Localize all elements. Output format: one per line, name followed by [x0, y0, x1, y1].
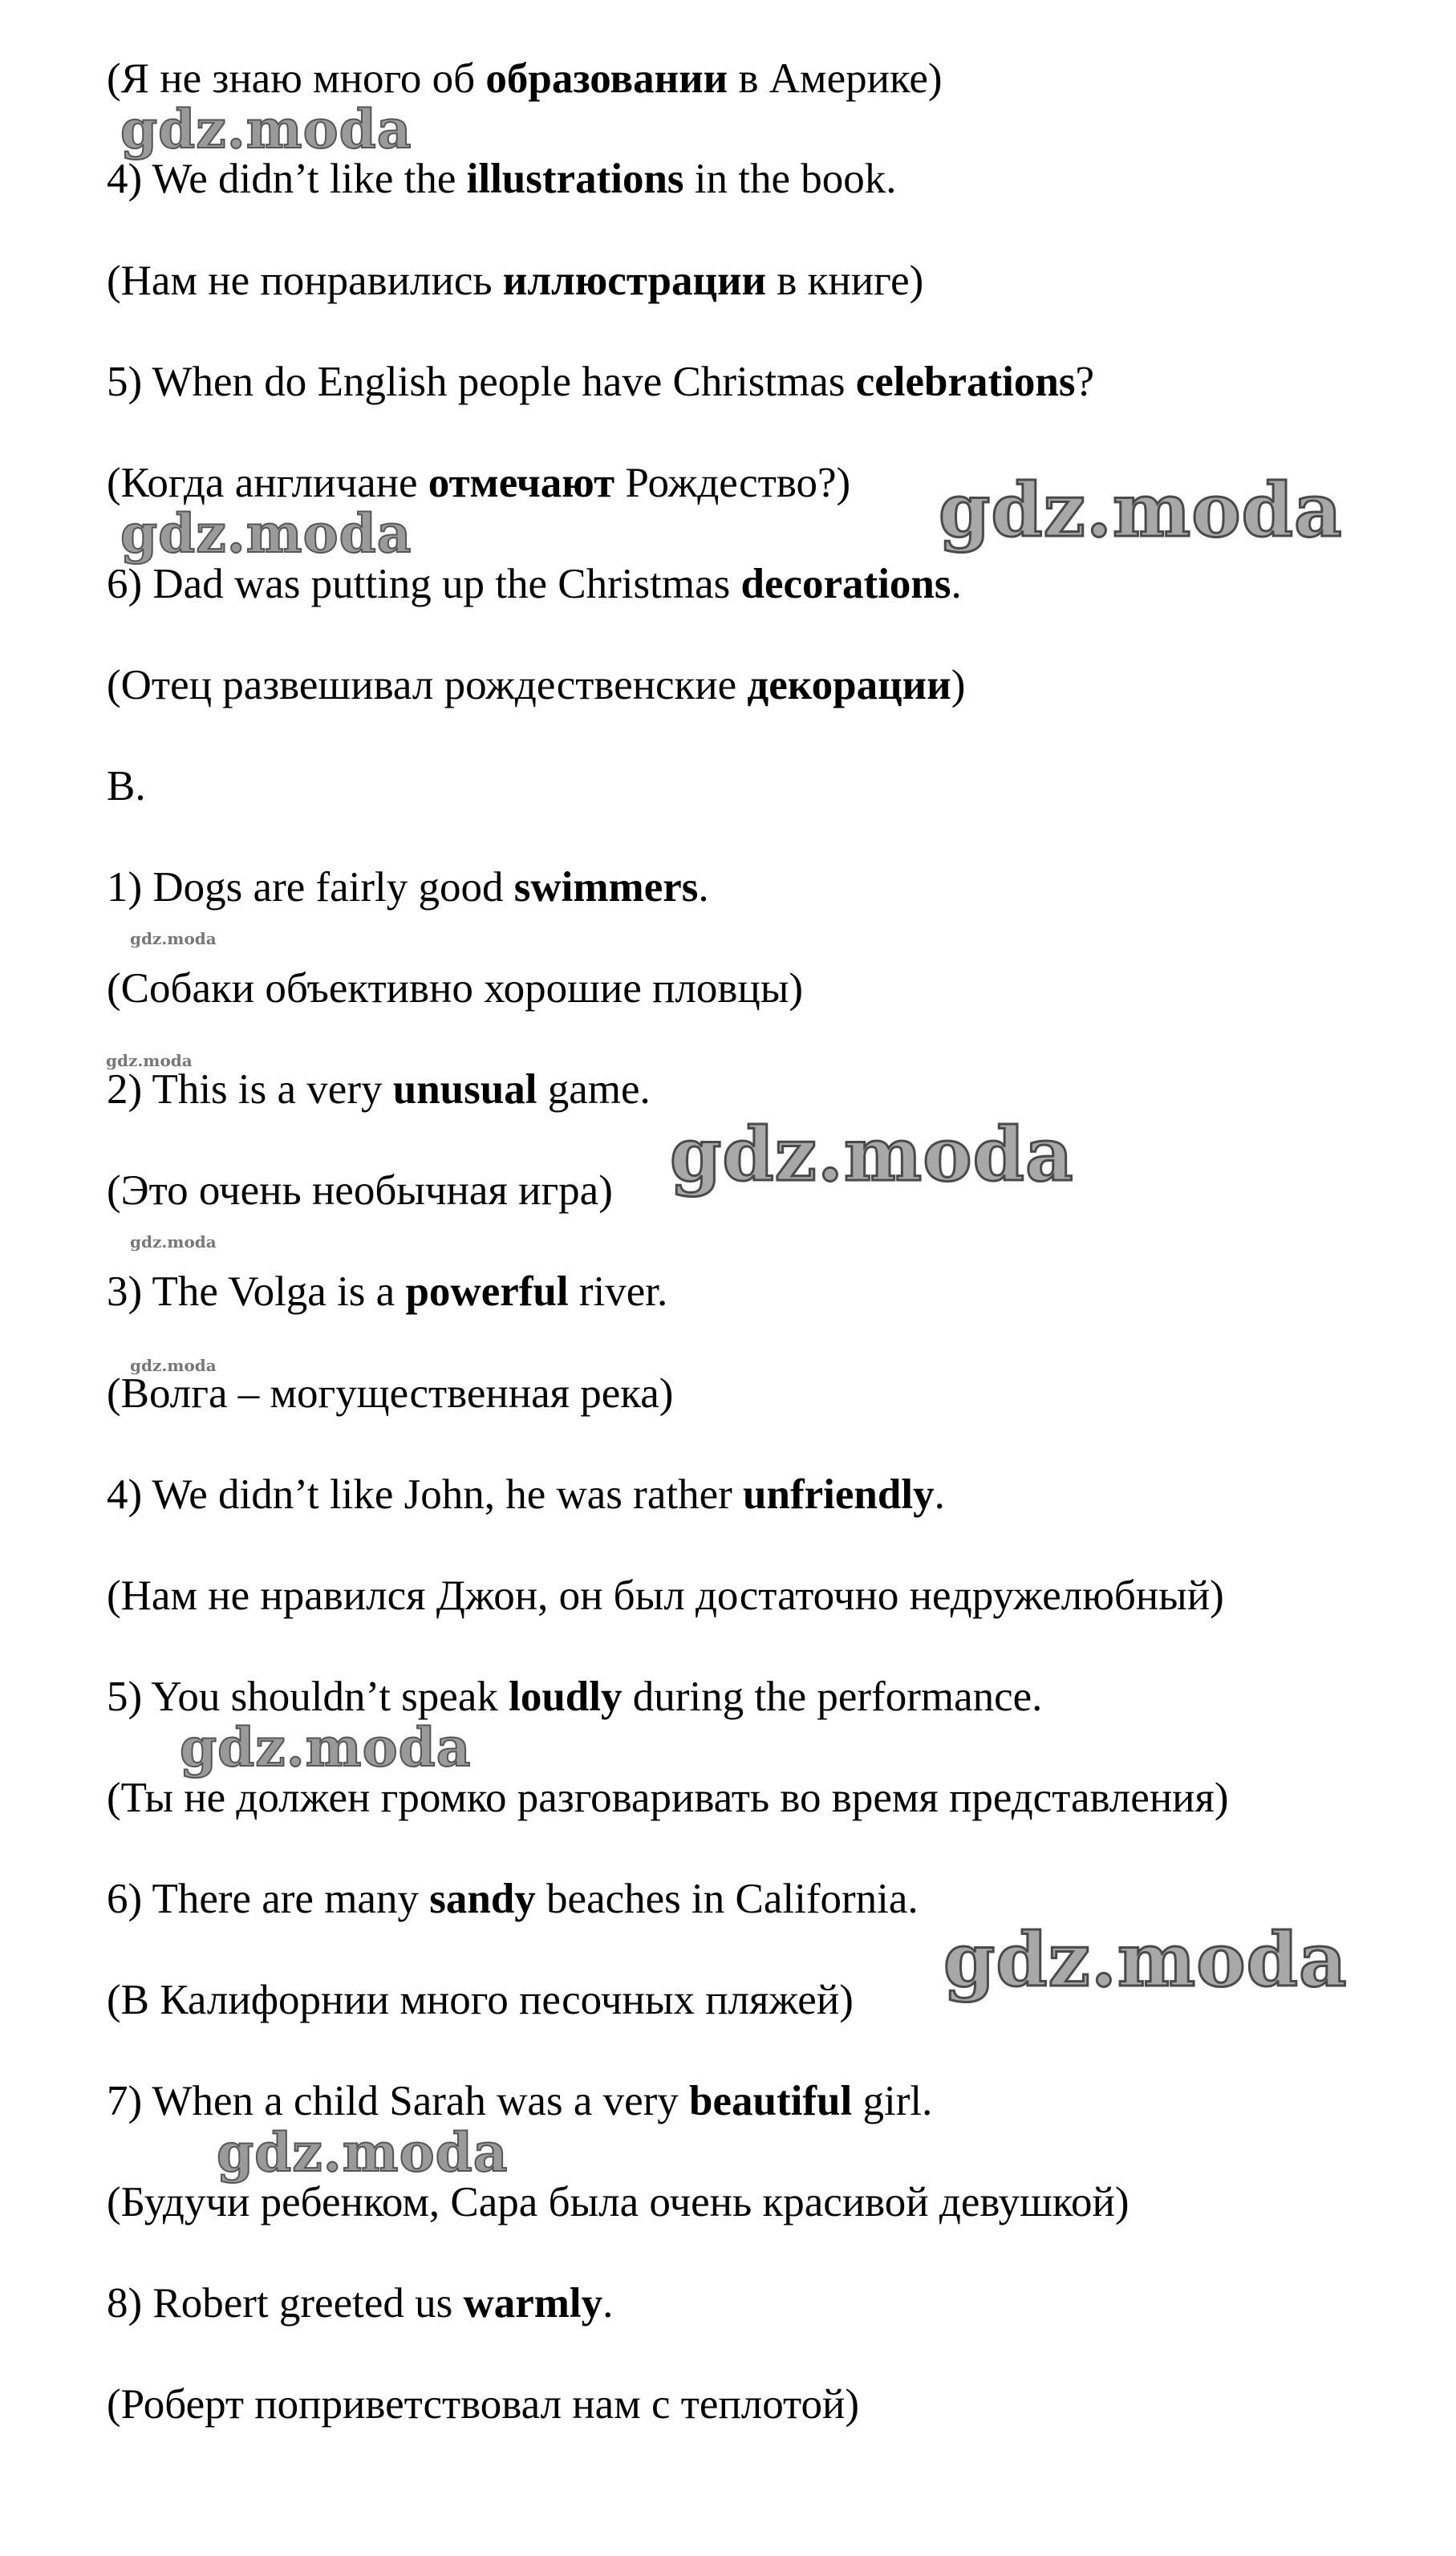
- text-line-22: (Будучи ребенком, Сара была очень красивой девушкой): [107, 2179, 1130, 2225]
- watermark-logo: gdz.moda: [217, 2121, 509, 2184]
- text-line-16: (Нам не нравился Джон, он был достаточно недружелюбный): [107, 1572, 1224, 1619]
- watermark-logo: gdz.moda: [180, 1716, 472, 1779]
- text-line-24: (Роберт поприветствовал нам с теплотой): [107, 2381, 860, 2428]
- text-line-10: (Собаки объективно хорошие пловцы): [107, 965, 804, 1012]
- text-line-6: 6) Dad was putting up the Christmas decorations.: [107, 561, 962, 607]
- section-heading-b: B.: [107, 763, 146, 809]
- watermark-logo: gdz.moda: [106, 1051, 193, 1070]
- watermark-logo: gdz.moda: [120, 502, 412, 565]
- text-line-7: (Отец развешивал рождественские декорации): [107, 662, 966, 708]
- watermark-logo: gdz.moda: [670, 1111, 1074, 1198]
- text-line-19: 6) There are many sandy beaches in California.: [107, 1876, 919, 1922]
- watermark-logo: gdz.moda: [120, 98, 412, 160]
- text-line-4: 5) When do English people have Christmas celebrations?: [107, 359, 1095, 405]
- watermark-logo: gdz.moda: [943, 1917, 1348, 2003]
- text-line-1: (Я не знаю много об образовании в Америке): [107, 55, 943, 102]
- text-line-3: (Нам не понравились иллюстрации в книге): [107, 258, 924, 304]
- text-line-23: 8) Robert greeted us warmly.: [107, 2280, 614, 2327]
- watermark-logo: gdz.moda: [130, 1232, 217, 1252]
- watermark-logo: gdz.moda: [939, 467, 1343, 554]
- text-line-14: (Волга – могущественная река): [107, 1370, 674, 1417]
- watermark-logo: gdz.moda: [130, 1356, 217, 1375]
- text-line-20: (В Калифорнии много песочных пляжей): [107, 1977, 854, 2023]
- text-line-2: 4) We didn’t like the illustrations in the book.: [107, 156, 897, 202]
- text-line-9: 1) Dogs are fairly good swimmers.: [107, 864, 709, 911]
- watermark-logo: gdz.moda: [130, 929, 217, 948]
- text-line-13: 3) The Volga is a powerful river.: [107, 1268, 668, 1315]
- text-line-5: (Когда англичане отмечают Рождество?): [107, 460, 851, 506]
- text-line-21: 7) When a child Sarah was a very beautiful girl.: [107, 2078, 933, 2124]
- text-line-12: (Это очень необычная игра): [107, 1167, 613, 1214]
- text-line-15: 4) We didn’t like John, he was rather unfriendly.: [107, 1471, 945, 1518]
- text-line-11: 2) This is a very unusual game.: [107, 1066, 651, 1113]
- text-line-18: (Ты не должен громко разговаривать во время представления): [107, 1775, 1229, 1821]
- text-line-17: 5) You shouldn’t speak loudly during the performance.: [107, 1674, 1043, 1720]
